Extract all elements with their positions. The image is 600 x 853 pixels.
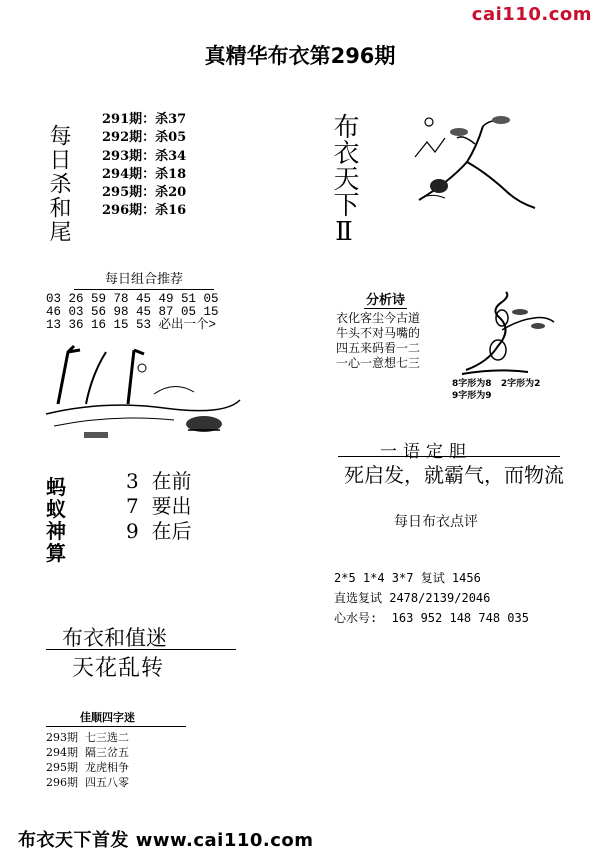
poem-lines	[336, 311, 420, 371]
ant-section-title: 蚂蚁神算	[46, 475, 66, 565]
combo-section	[46, 268, 242, 332]
ant-line: 7 要出	[126, 494, 192, 518]
jiashun-item: 293期 七三选二	[46, 731, 129, 744]
review-line: 心水号: 163 952 148 748 035	[334, 611, 529, 625]
poem-label: 分析诗	[364, 289, 407, 309]
ant-list	[126, 469, 191, 544]
combo-rows	[46, 293, 242, 332]
kill-list	[102, 111, 186, 221]
tree-drawing-illustration	[405, 112, 540, 212]
jiashun-title: 佳顺四字迷	[80, 711, 135, 724]
jiashun-list	[46, 730, 129, 790]
combo-row: 46 03 56 98 45 87 05 15	[46, 305, 219, 319]
combo-row: 03 26 59 78 45 49 51 05	[46, 292, 219, 306]
review-list	[334, 568, 529, 628]
footer: 布衣天下首发 www.cai110.com	[18, 830, 314, 851]
ant-line: 3 在前	[126, 469, 192, 493]
combo-row: 13 36 16 15 53 必出一个>	[46, 318, 217, 332]
vine-figure-illustration	[458, 290, 558, 376]
jiashun-item: 295期 龙虎相争	[46, 761, 129, 774]
jiashun-item: 296期 四五八零	[46, 776, 129, 789]
combo-header: 每日组合推荐	[74, 268, 214, 290]
kill-item: 293期：杀34	[102, 148, 187, 164]
review-title: 每日布衣点评	[394, 514, 478, 530]
shape-notes	[452, 378, 540, 402]
yiyu-title: 一语定胆	[380, 442, 472, 462]
kill-item: 291期：杀37	[102, 112, 187, 127]
page-title: 真精华布衣第296期	[204, 44, 396, 68]
shape-note: 9字形为9	[452, 391, 492, 401]
buyi-sub: 天花乱转	[72, 656, 165, 681]
review-line: 直选复试 2478/2139/2046	[334, 591, 491, 605]
poem-line: 牛头不对马嘴的	[336, 326, 421, 340]
kill-item: 294期：杀18	[102, 166, 187, 182]
kill-section-title: 每日杀和尾	[46, 124, 71, 244]
buyi-heading: 布衣和值迷	[62, 626, 167, 650]
bu-yi-tian-xia-title: 布衣天下Ⅱ	[329, 113, 359, 247]
slogan: 死启发，就霸气，而物流	[344, 463, 564, 487]
ant-line: 9 在后	[126, 519, 192, 543]
poem-line: 四五来码看一二	[336, 341, 421, 355]
jiashun-item: 294期 隔三岔五	[46, 746, 129, 759]
yiyu-divider	[338, 456, 560, 457]
buyi-divider	[46, 649, 236, 650]
kill-item: 292期：杀05	[102, 130, 187, 146]
landscape-sketch-illustration	[44, 334, 240, 442]
poem-line: 一心一意想七三	[336, 356, 421, 370]
poem-section	[336, 289, 420, 371]
jiashun-divider	[46, 726, 186, 727]
shape-note: 8字形为8 2字形为2	[452, 379, 541, 389]
kill-item: 296期：杀16	[102, 203, 187, 219]
kill-item: 295期：杀20	[102, 185, 187, 201]
poem-line: 衣化客尘今古道	[336, 311, 421, 325]
site-logo: cai110.com	[471, 4, 592, 25]
review-line: 2*5 1*4 3*7 复试 1456	[334, 571, 481, 585]
